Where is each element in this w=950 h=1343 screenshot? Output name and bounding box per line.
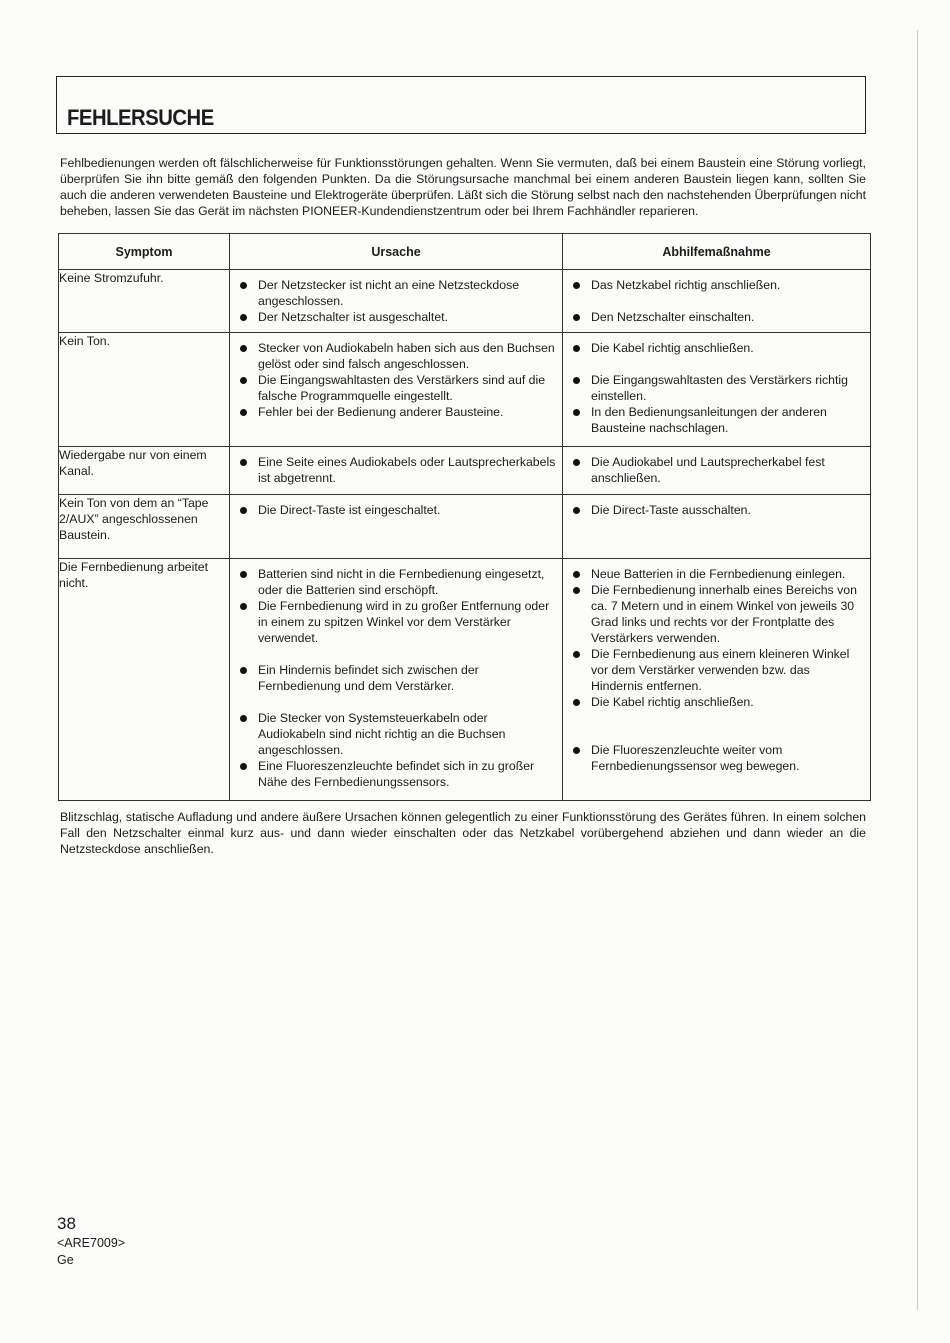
list-item: Die Fernbedienung wird in zu großer Entfernung oder in einem zu spitzen Winkel vor dem Verstärker verwendet. bbox=[258, 598, 556, 646]
cause-cell bbox=[230, 270, 563, 333]
cause-list bbox=[230, 495, 562, 525]
list-item: Ein Hindernis befindet sich zwischen der Fernbedienung und dem Verstärker. bbox=[258, 662, 556, 694]
table-row bbox=[59, 333, 871, 447]
list-item: Die Fluoreszenzleuchte weiter vom Fernbedienungssensor weg bewegen. bbox=[591, 742, 864, 774]
list-item: Eine Seite eines Audiokabels oder Lautsprecherkabels ist abgetrennt. bbox=[258, 455, 556, 485]
list-item: Die Direct-Taste ist eingeschaltet. bbox=[258, 502, 556, 518]
cause-list bbox=[230, 270, 562, 332]
list-item: Das Netzkabel richtig anschließen. bbox=[591, 277, 864, 293]
table-row bbox=[59, 495, 871, 559]
header-cause: Ursache bbox=[230, 234, 563, 270]
cause-list bbox=[230, 447, 562, 493]
page-edge-line bbox=[917, 30, 918, 1310]
list-item: Den Netzschalter einschalten. bbox=[591, 309, 864, 325]
list-item: Die Stecker von Systemsteuerkabeln oder Audiokabeln sind nicht richtig an die Buchsen angeschlossen. bbox=[258, 710, 556, 758]
list-item: Die Kabel richtig anschließen. bbox=[591, 340, 864, 356]
closing-paragraph: Blitzschlag, statische Aufladung und andere äußere Ursachen können gelegentlich zu einer Funktionsstörung des Gerätes führen. In einem solchen Fall den Netzschalter einmal kurz aus- und dann wieder einschalten oder das Netzkabel vorübergehend abziehen und dann wieder an die Netzsteckdose anschließen. bbox=[60, 810, 866, 856]
cause-list bbox=[230, 559, 562, 797]
table-row bbox=[59, 559, 871, 801]
page-number: 38 bbox=[57, 1214, 76, 1233]
cause-cell bbox=[230, 447, 563, 495]
section-title-box bbox=[56, 76, 866, 134]
remedy-list bbox=[563, 495, 870, 525]
remedy-cell bbox=[563, 495, 871, 559]
list-item: In den Bedienungsanleitungen der anderen Bausteine nachschlagen. bbox=[591, 404, 864, 436]
remedy-cell bbox=[563, 559, 871, 801]
page-footer bbox=[57, 1215, 125, 1266]
intro-paragraph: Fehlbedienungen werden oft fälschlicherweise für Funktionsstörungen gehalten. Wenn Sie vermuten, daß bei einem Baustein eine Störung vorliegt, überprüfen Sie ihn bitte gemäß den folgenden Punkten. Da die Störungsursache manchmal bei einem anderen Baustein liegen kann, sollten Sie auch die anderen verwendeten Bausteine und Elektrogeräte überprüfen. Läßt sich die Störung selbst nach den nachstehenden Überprüfungen nicht beheben, lassen Sie das Gerät im nächsten PIONEER-Kundendienstzentrum oder bei Ihrem Fachhändler reparieren. bbox=[60, 156, 866, 218]
cause-cell bbox=[230, 333, 563, 447]
symptom-cell: Keine Stromzufuhr. bbox=[59, 270, 230, 333]
list-item: Die Eingangswahltasten des Verstärkers sind auf die falsche Programmquelle eingestellt. bbox=[258, 372, 556, 404]
document-code: <ARE7009> bbox=[57, 1236, 126, 1250]
table-row bbox=[59, 270, 871, 333]
troubleshooting-table bbox=[58, 233, 871, 801]
list-item: Batterien sind nicht in die Fernbedienung eingesetzt, oder die Batterien sind erschöpft. bbox=[258, 566, 556, 598]
list-item: Neue Batterien in die Fernbedienung einlegen. bbox=[591, 566, 864, 582]
remedy-cell bbox=[563, 447, 871, 495]
table-row bbox=[59, 447, 871, 495]
list-item: Die Fernbedienung aus einem kleineren Winkel vor dem Verstärker verwenden bzw. das Hindernis entfernen. bbox=[591, 646, 864, 694]
symptom-cell: Kein Ton von dem an “Tape 2/AUX” angeschlossenen Baustein. bbox=[59, 495, 230, 559]
list-item: Eine Fluoreszenzleuchte befindet sich in zu großer Nähe des Fernbedienungssensors. bbox=[258, 758, 556, 790]
page-title: FEHLERSUCHE bbox=[67, 105, 214, 130]
cause-cell bbox=[230, 495, 563, 559]
symptom-cell: Wiedergabe nur von einem Kanal. bbox=[59, 447, 230, 495]
language-code: Ge bbox=[57, 1252, 74, 1267]
list-item: Stecker von Audiokabeln haben sich aus den Buchsen gelöst oder sind falsch angeschlossen. bbox=[258, 341, 555, 371]
table-header-row bbox=[59, 234, 871, 270]
list-item: Der Netzstecker ist nicht an eine Netzsteckdose angeschlossen. bbox=[258, 277, 556, 309]
list-item: Die Fernbedienung innerhalb eines Bereichs von ca. 7 Metern und in einem Winkel von jeweils 30 Grad links und rechts vor der Frontplatte des Verstärkers verwenden. bbox=[591, 582, 864, 646]
remedy-list bbox=[563, 333, 870, 443]
header-symptom: Symptom bbox=[59, 234, 230, 270]
list-item: Die Direct-Taste ausschalten. bbox=[591, 502, 864, 518]
remedy-list bbox=[563, 270, 870, 332]
cause-cell bbox=[230, 559, 563, 801]
list-item: Die Kabel richtig anschließen. bbox=[591, 694, 864, 710]
cause-list bbox=[230, 333, 562, 427]
list-item: Die Audiokabel und Lautsprecherkabel fest anschließen. bbox=[591, 454, 864, 486]
symptom-cell: Kein Ton. bbox=[59, 333, 230, 447]
list-item: Die Eingangswahltasten des Verstärkers richtig einstellen. bbox=[591, 372, 864, 404]
remedy-cell bbox=[563, 270, 871, 333]
remedy-list bbox=[563, 559, 870, 781]
remedy-list bbox=[563, 447, 870, 493]
list-item: Fehler bei der Bedienung anderer Bausteine. bbox=[258, 404, 556, 420]
remedy-cell bbox=[563, 333, 871, 447]
header-remedy: Abhilfemaßnahme bbox=[563, 234, 871, 270]
symptom-cell: Die Fernbedienung arbeitet nicht. bbox=[59, 559, 230, 801]
list-item: Der Netzschalter ist ausgeschaltet. bbox=[258, 309, 556, 325]
